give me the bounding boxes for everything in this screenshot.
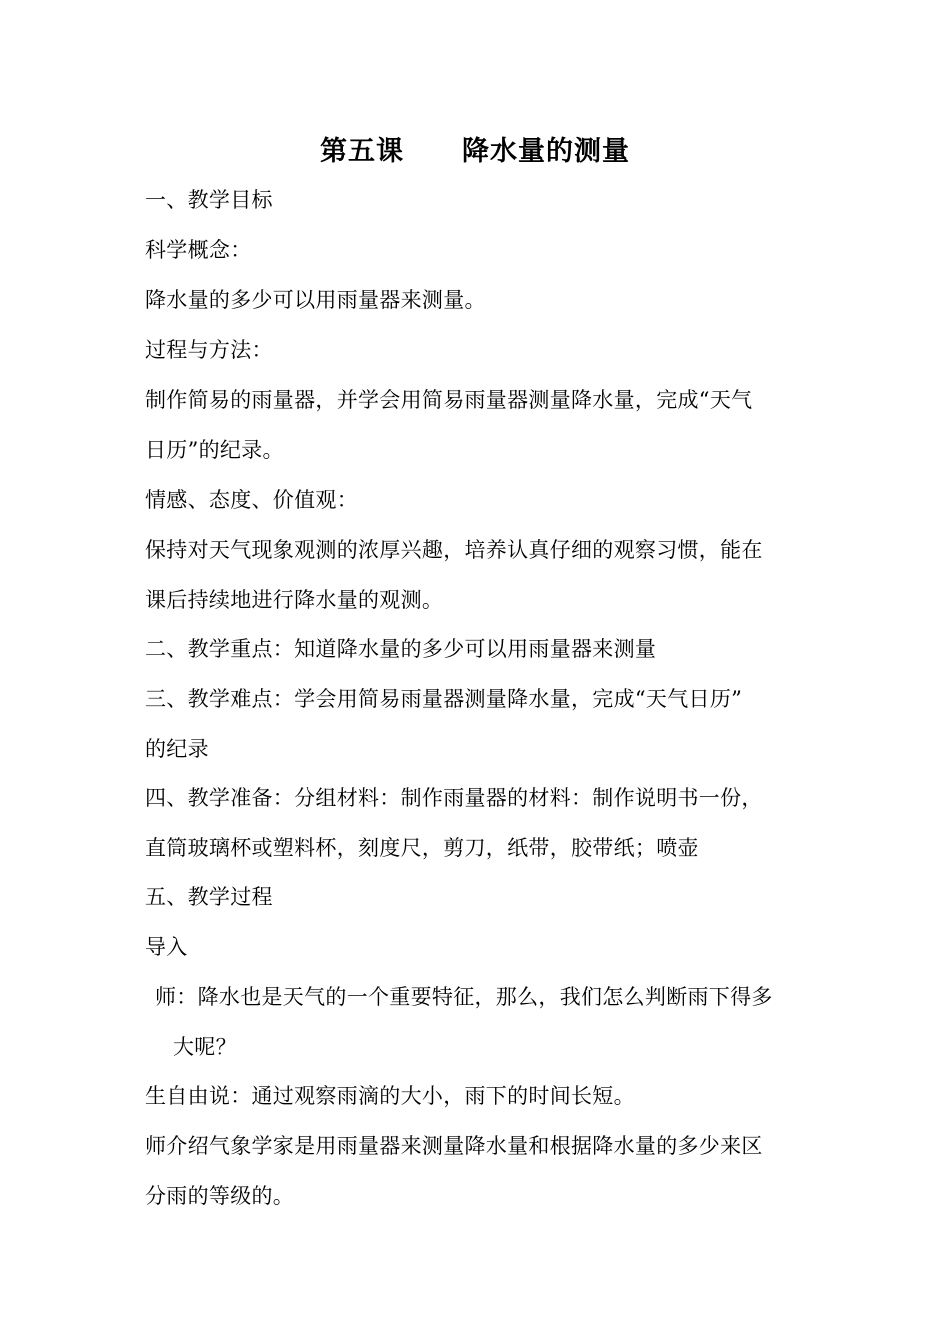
paragraph-line: 分雨的等级的。 — [145, 1184, 295, 1208]
section-heading-objectives: 一、教学目标 — [145, 188, 273, 212]
section-heading-process: 五、教学过程 — [145, 885, 273, 909]
section-heading-difficulties: 三、教学难点：学会用简易雨量器测量降水量，完成“天气日历” — [145, 687, 743, 711]
lesson-title — [0, 132, 950, 172]
paragraph-line: 师：降水也是天气的一个重要特征，那么，我们怎么判断雨下得多 — [155, 985, 773, 1009]
subheading-introduction: 导入 — [145, 935, 188, 959]
paragraph-line: 课后持续地进行降水量的观测。 — [145, 588, 444, 612]
paragraph-line: 生自由说：通过观察雨滴的大小，雨下的时间长短。 — [145, 1084, 635, 1108]
paragraph-line: 直筒玻璃杯或塑料杯，刻度尺，剪刀，纸带，胶带纸；喷壶 — [145, 836, 699, 860]
paragraph-line: 日历”的纪录。 — [145, 438, 284, 462]
lesson-name: 降水量的测量 — [462, 136, 630, 167]
paragraph-line: 的纪录 — [145, 737, 209, 761]
section-heading-preparation: 四、教学准备：分组材料：制作雨量器的材料：制作说明书一份， — [145, 786, 763, 810]
paragraph-line: 保持对天气现象观测的浓厚兴趣，培养认真仔细的观察习惯，能在 — [145, 538, 763, 562]
paragraph-line: 大呢？ — [173, 1035, 237, 1059]
paragraph-line: 降水量的多少可以用雨量器来测量。 — [145, 288, 486, 312]
subheading-attitude-values: 情感、态度、价值观： — [145, 488, 358, 512]
lesson-number: 第五课 — [320, 136, 404, 167]
paragraph-line: 制作简易的雨量器，并学会用简易雨量器测量降水量，完成“天气 — [145, 388, 753, 412]
section-heading-key-points: 二、教学重点：知道降水量的多少可以用雨量器来测量 — [145, 637, 657, 661]
paragraph-line: 师介绍气象学家是用雨量器来测量降水量和根据降水量的多少来区 — [145, 1134, 763, 1158]
subheading-science-concept: 科学概念： — [145, 238, 252, 262]
subheading-process-method: 过程与方法： — [145, 338, 273, 362]
